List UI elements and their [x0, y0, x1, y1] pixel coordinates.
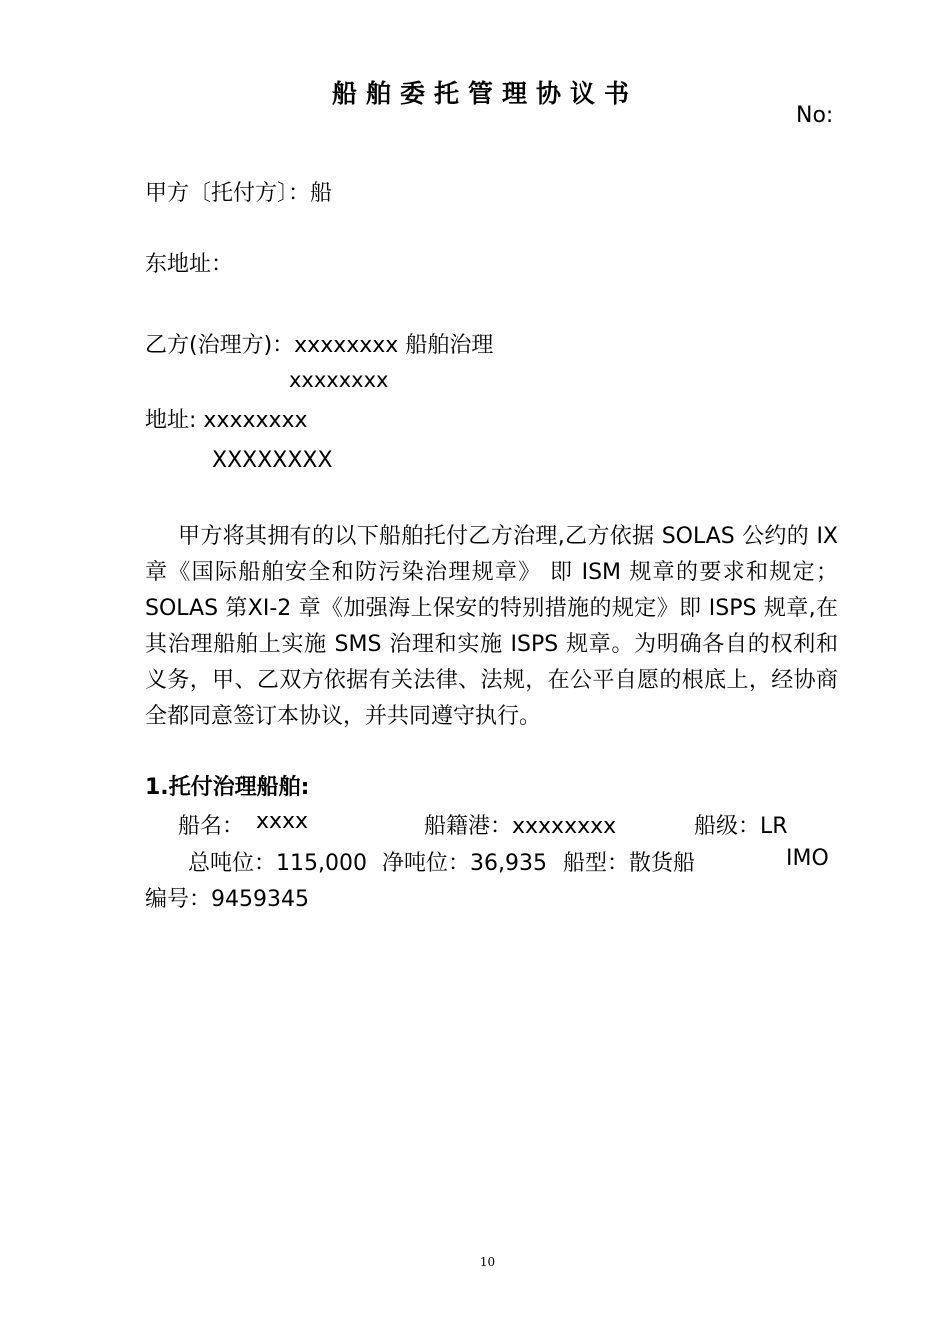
party-b-line2: xxxxxxxx: [289, 368, 389, 392]
document-title: 船舶委托管理协议书: [331, 79, 638, 108]
page-number: 10: [479, 1255, 496, 1269]
ship-imo-number: 编号：9459345: [145, 887, 309, 912]
ship-name-label: 船名：: [178, 814, 245, 839]
party-a-label: 甲方〔托付方〕：船: [145, 181, 333, 206]
party-b-address-line2: XXXXXXXX: [212, 448, 333, 473]
ship-gross-tonnage: 总吨位：115,000: [188, 851, 367, 876]
ship-net-tonnage: 净吨位：36,935: [382, 851, 547, 876]
ship-class: 船级：LR: [694, 814, 788, 839]
ship-type: 船型：散货船: [563, 851, 696, 876]
ship-port-of-registry: 船籍港：xxxxxxxx: [424, 814, 617, 839]
ship-imo-label: IMO: [786, 846, 829, 871]
intro-paragraph: 甲方将其拥有的以下船舶托付乙方治理,乙方依据 SOLAS 公约的 IX 章《国际船舶安全和防污染治理规章》 即 ISM 规章的要求和规定；SOLAS 第XI-2 章《加强海上保安的特别措施的规定》即 ISPS 规章,在其治理船舶上实施 SMS 治理和实施 ISPS 规章。为明确各自的权利和义务，甲、乙双方依据有关法律、法规，在公平自愿的根底上，经协商全都同意签订本协议，并共同遵守执行。: [145, 524, 838, 729]
party-b-address-label: 地址: xxxxxxxx: [145, 408, 308, 433]
document-number-label: No:: [796, 103, 834, 128]
section-1-heading: 1.托付治理船舶:: [145, 775, 310, 800]
party-b-label: 乙方(治理方)：xxxxxxxx 船舶治理: [145, 333, 494, 358]
ship-name-value: xxxx: [256, 809, 309, 834]
party-a-address-label: 东地址：: [145, 252, 234, 277]
